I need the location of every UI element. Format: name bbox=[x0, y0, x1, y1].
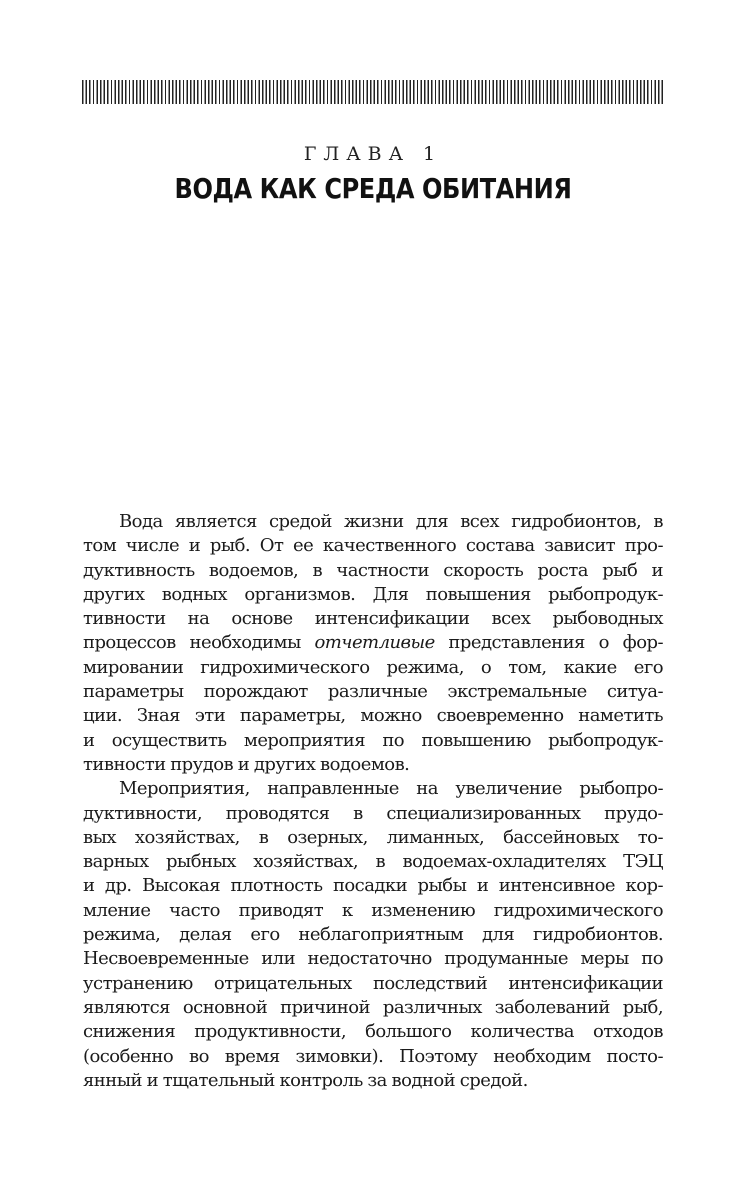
text-line: других водных организмов. Для повышения рыбопродук- bbox=[83, 583, 663, 605]
text-line: Вода является средой жизни для всех гидробионтов, в bbox=[119, 511, 663, 532]
text-line: мировании гидрохимического режима, о том, какие его bbox=[83, 656, 663, 678]
text-line: янный и тщательный контроль за водной средой. bbox=[83, 1069, 528, 1091]
paragraph-1 bbox=[83, 510, 663, 777]
text-line: параметры порождают различные экстремальные ситуа- bbox=[83, 681, 663, 703]
text-line: режима, делая его неблагоприятным для гидробионтов. bbox=[83, 924, 663, 946]
text-line: устранению отрицательных последствий интенсификации bbox=[83, 972, 663, 994]
paragraph-2 bbox=[83, 777, 663, 1093]
text-line: Мероприятия, направленные на увеличение рыбопро- bbox=[119, 778, 663, 800]
text-line: дуктивности, проводятся в специализированных прудо- bbox=[83, 802, 663, 824]
text-line: (особенно во время зимовки). Поэтому необходим посто- bbox=[83, 1045, 663, 1067]
text-line: варных рыбных хозяйствах, в водоемах-охладителях ТЭЦ bbox=[83, 851, 663, 873]
text-line: дуктивность водоемов, в частности скорость роста рыб и bbox=[83, 559, 663, 581]
text-line: том числе и рыб. От ее качественного состава зависит про- bbox=[83, 535, 663, 557]
text-segment: представления о фор- bbox=[434, 632, 663, 654]
text-line-with-emphasis bbox=[83, 631, 663, 655]
text-line: являются основной причиной различных заболеваний рыб, bbox=[83, 996, 663, 1018]
text-line: Несвоевременные или недостаточно продуманные меры по bbox=[83, 948, 663, 970]
text-line: вых хозяйствах, в озерных, лиманных, бассейновых то- bbox=[83, 826, 663, 848]
chapter-title: ВОДА КАК СРЕДА ОБИТАНИЯ bbox=[174, 172, 572, 205]
text-line: мление часто приводят к изменению гидрохимического bbox=[83, 899, 663, 921]
text-segment: процессов необходимы bbox=[83, 632, 315, 654]
text-line: снижения продуктивности, большого количества отходов bbox=[83, 1021, 663, 1043]
text-line: тивности на основе интенсификации всех рыбоводных bbox=[83, 608, 663, 630]
text-line: и осуществить мероприятия по повышению рыбопродук- bbox=[83, 729, 663, 751]
text-line: ции. Зная эти параметры, можно своевременно наметить bbox=[83, 705, 663, 727]
chapter-ornament-bar bbox=[82, 80, 664, 104]
body-text bbox=[83, 510, 663, 1093]
text-line: и др. Высокая плотность посадки рыбы и интенсивное кор- bbox=[83, 875, 663, 897]
emphasized-word: отчетливые bbox=[314, 632, 435, 654]
text-line: тивности прудов и других водоемов. bbox=[83, 753, 410, 775]
chapter-number: ГЛАВА 1 bbox=[303, 143, 443, 165]
